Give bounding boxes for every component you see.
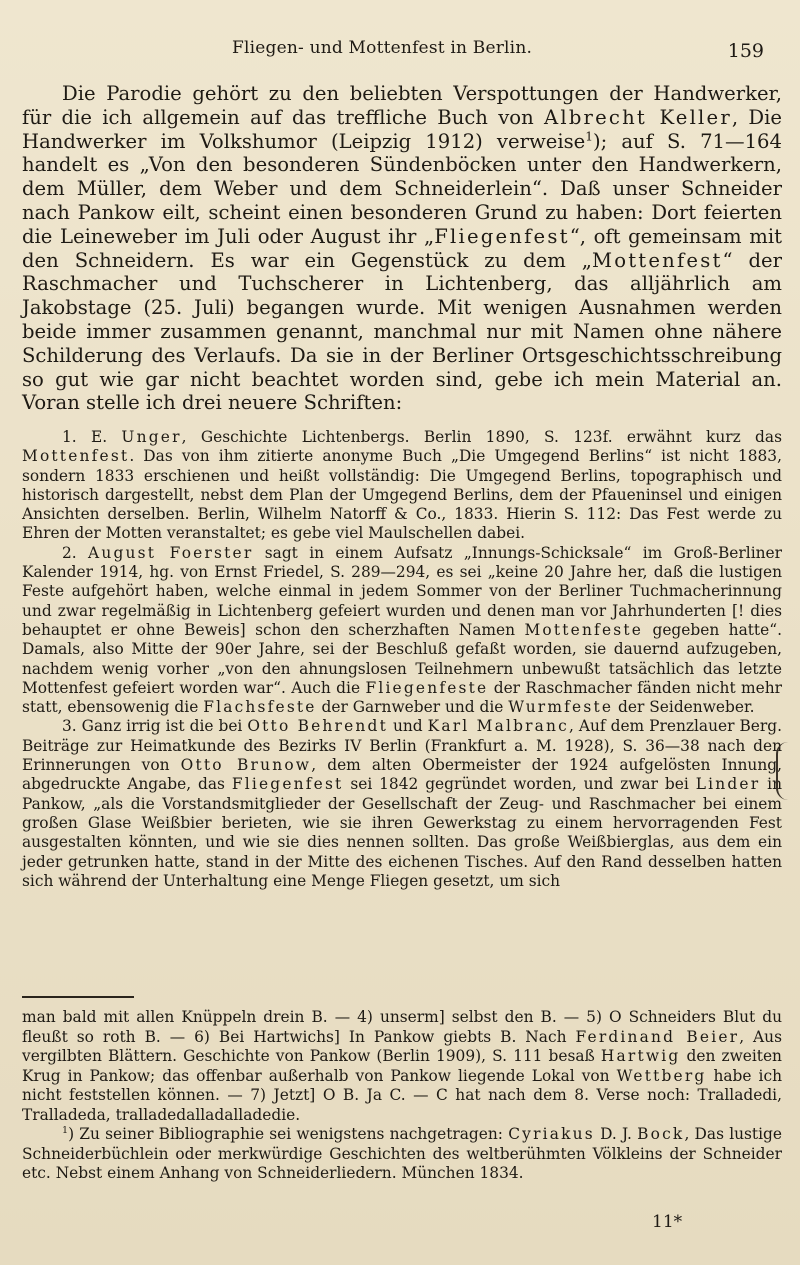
main-paragraph: Die Parodie gehört zu den beliebten Verspottungen der Handwerker, für die ich allgemein auf das treffliche Buch von Albrecht Keller, Die Handwerker im Volkshumor (Leipzig 1912) verweise$^1$); auf S. 71—164 handelt es „Von den besonderen Sündenböcken unter den Handwerkern, dem Müller, dem Weber und dem Schneiderlein“. Daß unser Schneider nach Pankow eilt, scheint einen besonderen Grund zu haben: Dort feierten die Leineweber im Juli oder August ihr „Fliegenfest“, oft gemeinsam mit den Schneidern. Es war ein Gegenstück zu dem „Mottenfest“ der Raschmacher und Tuchscherer in Lichtenberg, das alljährlich am Jakobstage (25. Juli) begangen wurde. Mit wenigen Ausnahmen werden beide immer zusammen genannt, manchmal nur mit Namen ohne nähere Schilderung des Verlaufs. Da sie in der Berliner Ortsgeschichtsschreibung so gut wie gar nicht beachtet worden sind, gebe ich mein Material an. Voran stelle ich drei neuere Schriften: — [22, 82, 782, 415]
spaced-term: Mottenfest — [22, 447, 130, 466]
source-list — [22, 428, 782, 891]
spaced-term: Flachsfeste — [203, 698, 317, 717]
source-item-2: 2. August Foerster sagt in einem Aufsatz „Innungs-Schicksale“ im Groß-Berliner Kalender 1914, hg. von Ernst Friedel, S. 289—294, es sei „keine 20 Jahre her, daß die lustigen Feste aufgehört haben, welche einmal in jedem Sommer von der Berliner Tuchmacherinnung und zwar regelmäßig in Lichtenberg gefeiert wurden und denen man vor Jahrhunderten [! dies behauptet er ohne Beweis] schon den scherzhaften Namen Mottenfeste gegeben hatte“. Damals, also Mitte der 90er Jahre, sei der Beschluß gefaßt worden, sie dauernd aufzugeben, nachdem wenig vorher „von den ahnungslosen Teilnehmern unbewußt tatsächlich das letzte Mottenfest gefeiert worden war“. Auch die Fliegenfeste der Raschmacher fänden nicht mehr statt, ebensowenig die Flachsfeste der Garnweber und die Wurmfeste der Seidenweber. — [22, 543, 782, 717]
spaced-name: Hartwig — [600, 1047, 681, 1065]
spaced-name: Albrecht Keller — [544, 105, 732, 129]
spaced-name: Bock — [637, 1125, 685, 1143]
footnote-1: $^1$) Zu seiner Bibliographie sei wenigstens nachgetragen: Cyriakus D. J. Bock, Das lustige Schneiderbüchlein oder merkwürdige Geschichten des weltberühmten Völkleins der Schneider etc. Nebst einem Anhang von Schneiderliedern. München 1834. — [22, 1124, 782, 1182]
footnote-ref: 1 — [585, 129, 593, 144]
footnote-continuation: man bald mit allen Knüppeln drein B. — 4) unserm] selbst den B. — 5) O Schneiders Blut du fleußt so roth B. — 6) Bei Hartwichs] In Pankow giebts B. Nach Ferdinand Beier, Aus vergilbten Blättern. Geschichte von Pankow (Berlin 1909), S. 111 besaß Hartwig den zweiten Krug in Pankow; das offenbar außerhalb von Pankow liegende Lokal von Wettberg habe ich nicht feststellen können. — 7) Jetzt] O B. Ja C. — C hat nach dem 8. Verse noch: Tralladedi, Tralladeda, tralladedalladalladedie. — [22, 1008, 782, 1124]
running-header — [22, 36, 770, 64]
spaced-name: Wettberg — [616, 1066, 707, 1085]
spaced-term: Mottenfeste — [524, 620, 644, 639]
spaced-name: August Foerster — [88, 543, 254, 562]
spaced-name: Otto Behrendt — [247, 717, 388, 736]
sheet-signature: 11* — [652, 1212, 683, 1232]
spaced-term: Fliegenfest — [434, 224, 570, 248]
footnote-marker: 1 — [62, 1124, 69, 1136]
spaced-name: Otto Brunow — [180, 756, 312, 775]
spaced-term: Mottenfest — [591, 248, 723, 272]
main-text — [22, 82, 782, 415]
spaced-name: Unger — [121, 428, 182, 446]
spaced-name: Linder — [695, 775, 761, 794]
spaced-term: Fliegenfest — [231, 775, 344, 794]
running-title: Fliegen- und Mottenfest in Berlin. — [232, 38, 533, 58]
spaced-name: Ferdinand Beier — [575, 1027, 740, 1046]
footnotes — [22, 1008, 782, 1184]
spaced-term: Wurmfeste — [508, 698, 614, 717]
footnote-rule — [22, 996, 134, 998]
spaced-term: Fliegenfeste — [365, 678, 489, 697]
source-item-1: 1. E. Unger, Geschichte Lichtenbergs. Berlin 1890, S. 123f. erwähnt kurz das Mottenfest. Das von ihm zitierte anonyme Buch „Die Umgegend Berlins“ ist nicht 1883, sondern 1833 erschienen und heißt vollständig: Die Umgegend Berlins, topographisch und historisch dargestellt, nebst dem Plan der Umgegend Berlins, dem der Pfaueninsel und einigen Ansichten derselben. Berlin, Wilhelm Natorff & Co., 1833. Hierin S. 112: Das Fest werde zu Ehren der Motten veranstaltet; es gebe viel Maulschellen dabei. — [22, 428, 782, 543]
page-number: 159 — [727, 40, 764, 62]
source-item-3: 3. Ganz irrig ist die bei Otto Behrendt und Karl Malbranc, Auf dem Prenzlauer Berg. Beiträge zur Heimatkunde des Bezirks IV Berlin (Frankfurt a. M. 1928), S. 36—38 nach den Erinnerungen von Otto Brunow, dem alten Obermeister der 1924 aufgelösten Innung, abgedruckte Angabe, das Fliegenfest sei 1842 gegründet worden, und zwar bei Linder in Pankow, „als die Vorstandsmitglieder der Gesellschaft der Zeug- und Raschmacher bei einem großen Glase Weißbier berieten, wie sie ihren Gewerkstag zu einem hervorragenden Fest ausgestalten könnten, und wie sie dies nennen sollten. Das große Weißbierglas, aus dem ein jeder getrunken hatte, stand in der Mitte des eichenen Tisches. Auf den Rand desselben hatten sich während der Unterhaltung eine Menge Fliegen gesetzt, um sich — [22, 717, 783, 890]
spaced-name: Karl Malbranc — [427, 717, 569, 736]
spaced-name: Cyriakus — [508, 1125, 595, 1143]
margin-bracket-mark — [776, 742, 788, 800]
